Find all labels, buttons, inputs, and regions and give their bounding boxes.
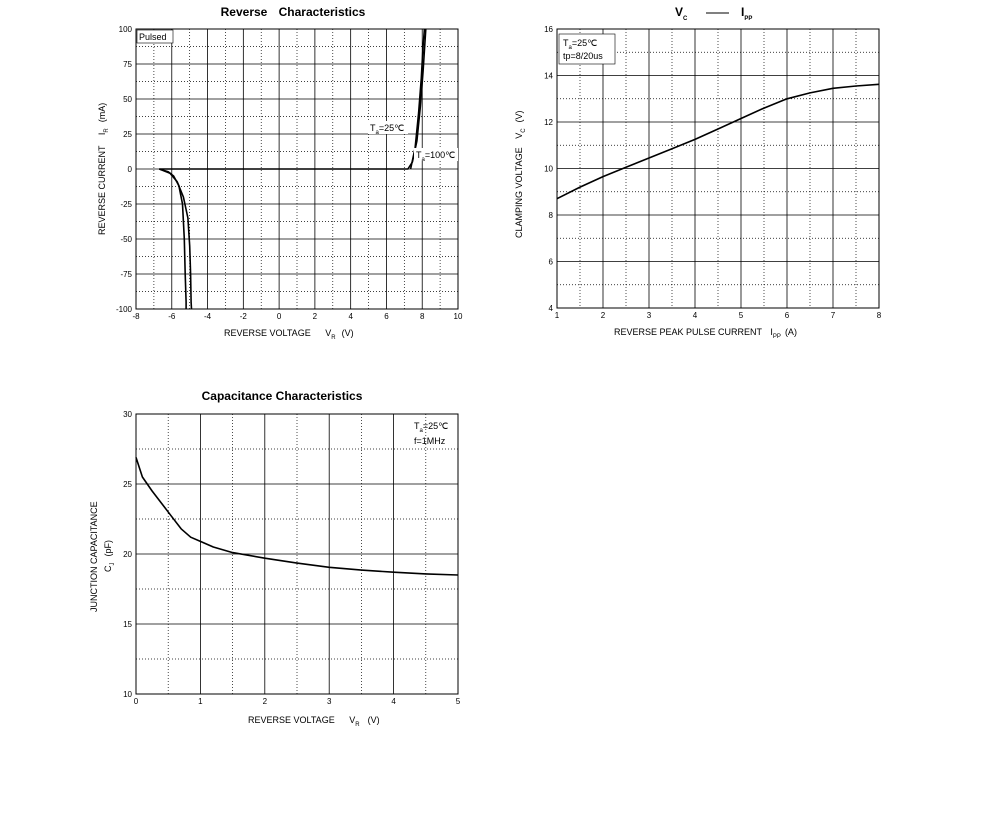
y-axis-symbol: C — [103, 565, 113, 572]
chart-title-v: V — [675, 5, 684, 19]
x-tick-label: 0 — [133, 697, 139, 706]
y-tick-label: 0 — [127, 165, 132, 174]
y-tick-label: -75 — [120, 270, 132, 279]
x-axis-label: REVERSE VOLTAGE — [224, 328, 311, 338]
chart-title-part-2: Characteristics — [278, 5, 366, 19]
y-tick-label: 25 — [123, 480, 132, 489]
ta-value: =25℃ — [571, 38, 598, 48]
svg-text:REVERSE VOLTAGE VR(V) — [248, 715, 380, 728]
y-axis-symbol: V — [514, 132, 524, 139]
x-tick-label: 7 — [830, 311, 836, 320]
chart-title-part-1: Reverse — [220, 5, 268, 19]
svg-text:REVERSE CURRENT IR(mA) — [97, 103, 110, 235]
ta25-sub: a — [375, 130, 379, 136]
y-tick-label: 25 — [123, 130, 132, 139]
x-tick-label: 5 — [738, 311, 744, 320]
x-tick-label: 2 — [312, 312, 318, 321]
y-tick-label: 12 — [544, 118, 553, 127]
svg-text:REVERSE PEAK PULSE CURRENT — [614, 327, 797, 340]
y-tick-label: 50 — [123, 95, 132, 104]
y-tick-label: -100 — [115, 305, 132, 314]
y-axis-unit: (V) — [514, 110, 524, 123]
y-tick-label: 14 — [544, 71, 553, 81]
y-axis-label: REVERSE CURRENT — [97, 145, 107, 235]
x-tick-label: 2 — [600, 311, 606, 320]
y-tick-label: 20 — [123, 550, 132, 559]
x-tick-label: 0 — [276, 312, 282, 321]
x-axis-label: REVERSE PEAK PULSE CURRENT — [614, 327, 762, 337]
x-tick-label: 8 — [876, 311, 882, 320]
svg-text:Ta=25℃ — [414, 421, 448, 434]
y-axis-symbol: I — [97, 132, 107, 136]
svg-text:IPP — [741, 5, 752, 22]
ta100-t: T — [416, 150, 422, 160]
x-tick-label: -6 — [168, 312, 176, 321]
ta100-sub: a — [421, 157, 425, 163]
y-tick-label: 15 — [123, 620, 132, 629]
svg-text:REVERSE VOLTAGE VR(V) — [224, 328, 354, 341]
x-axis-subscript: R — [355, 722, 360, 728]
y-tick-label: -50 — [120, 235, 132, 244]
x-axis-subscript: R — [331, 335, 336, 341]
tp-label: tp=8/20us — [563, 51, 603, 61]
x-tick-label: 3 — [326, 697, 332, 706]
chart-title-v-sub: C — [683, 16, 688, 22]
ta25-t: T — [370, 123, 376, 133]
svg-text:CLAMPING VOLTAGE VC(V) — [514, 110, 527, 238]
chart-title: Capacitance Characteristics — [201, 389, 363, 403]
ta-t: T — [563, 38, 569, 48]
y-tick-label: -25 — [120, 200, 132, 209]
tick-labels — [123, 410, 461, 706]
svg-text:VC — [675, 5, 688, 22]
chart-title-i: I — [741, 5, 745, 19]
chart-title-i-sub: PP — [744, 16, 753, 22]
y-axis-unit: (pF) — [103, 540, 113, 557]
x-tick-label: 6 — [384, 312, 389, 321]
y-axis-label: CLAMPING VOLTAGE — [514, 147, 524, 238]
series-lines — [159, 29, 426, 309]
x-tick-label: 1 — [198, 697, 203, 706]
x-axis-unit: (V) — [367, 715, 380, 725]
ta-t: T — [414, 421, 420, 431]
ta25-annotation — [368, 121, 408, 136]
x-axis-symbol: I — [770, 327, 773, 337]
ta100-annotation — [414, 148, 458, 163]
x-tick-label: 6 — [784, 311, 790, 320]
x-axis-unit: (V) — [341, 328, 354, 338]
x-tick-label: 5 — [455, 697, 461, 706]
capacitance-chart — [89, 389, 461, 728]
y-axis-label: JUNCTION CAPACITANCE — [89, 501, 99, 612]
x-axis-subscript: PP — [772, 334, 781, 340]
plot-grid — [557, 29, 879, 308]
y-tick-label: 10 — [544, 164, 553, 174]
x-tick-label: 1 — [554, 311, 560, 320]
x-tick-label: 4 — [391, 697, 396, 706]
y-axis-subscript: R — [104, 128, 110, 133]
y-tick-label: 10 — [123, 690, 132, 699]
x-tick-label: 4 — [348, 312, 353, 321]
y-tick-label: 75 — [123, 60, 132, 69]
y-tick-label: 100 — [118, 25, 132, 34]
clamping-voltage-chart — [514, 5, 882, 340]
x-tick-label: -8 — [132, 312, 140, 321]
y-axis-subscript: J — [110, 562, 116, 566]
reverse-characteristics-chart — [97, 5, 463, 341]
x-axis-symbol: V — [349, 715, 356, 725]
plot-grid — [136, 414, 458, 694]
x-tick-label: 3 — [646, 311, 652, 320]
x-axis-symbol: V — [325, 328, 332, 338]
y-axis-subscript: C — [521, 128, 527, 133]
x-axis-label: REVERSE VOLTAGE — [248, 715, 335, 725]
freq-label: f=1MHz — [414, 436, 446, 446]
svg-text:CJ(pF) — [103, 540, 116, 572]
x-tick-label: -4 — [203, 312, 212, 321]
y-axis-unit: (mA) — [97, 102, 107, 123]
x-axis-unit: (A) — [784, 327, 797, 337]
y-tick-label: 8 — [548, 211, 553, 220]
ta-sub: a — [419, 428, 423, 434]
x-tick-label: 8 — [419, 312, 425, 321]
ta25-value: =25℃ — [378, 123, 405, 133]
ta100-value: =100℃ — [424, 150, 456, 160]
pulsed-label: Pulsed — [139, 32, 167, 42]
y-tick-label: 4 — [548, 304, 553, 313]
x-tick-label: 10 — [453, 312, 463, 321]
tick-labels — [544, 25, 882, 320]
y-tick-label: 6 — [548, 257, 553, 267]
x-tick-label: -2 — [239, 312, 247, 321]
y-tick-label: 16 — [544, 25, 553, 34]
x-tick-label: 4 — [692, 311, 698, 320]
x-tick-label: 2 — [262, 697, 268, 706]
ta-value: =25℃ — [422, 421, 449, 431]
y-tick-label: 30 — [123, 410, 132, 419]
ta-sub: a — [568, 45, 572, 51]
